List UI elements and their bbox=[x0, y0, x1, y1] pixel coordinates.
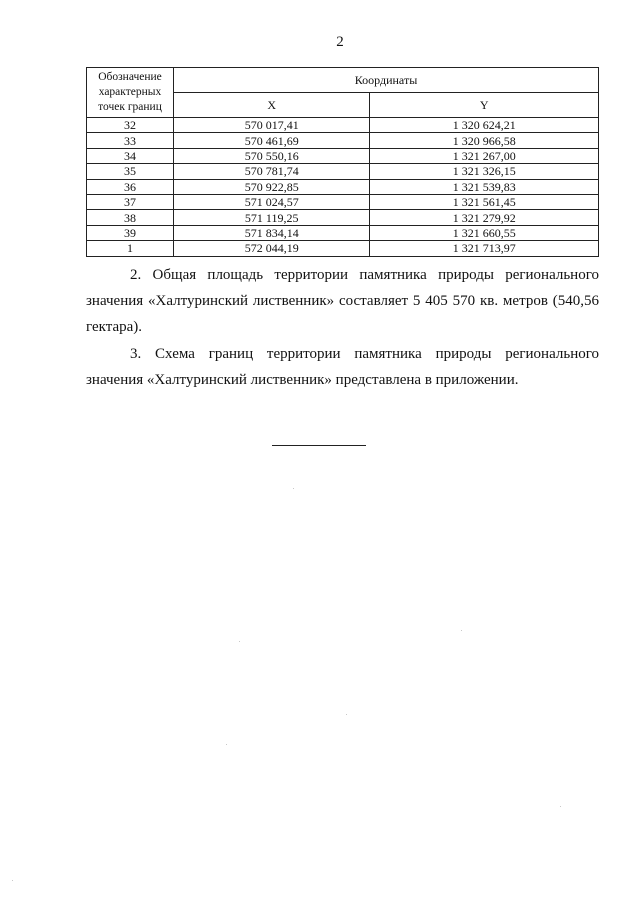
closing-rule bbox=[272, 445, 366, 446]
scan-speck bbox=[239, 641, 240, 642]
paragraph-area-text: 2. Общая площадь территории памятника природы регионального значения «Халтуринский лиственник» составляет 5 405 570 кв. метров (540,56 гектара). bbox=[86, 267, 599, 335]
x-cell: 571 119,25 bbox=[174, 210, 370, 225]
coordinates-header: Координаты bbox=[174, 68, 599, 93]
scan-speck bbox=[560, 806, 561, 807]
table-row bbox=[87, 210, 599, 225]
point-cell: 33 bbox=[87, 133, 174, 148]
paragraph-area bbox=[86, 262, 599, 340]
x-cell: 570 781,74 bbox=[174, 164, 370, 179]
x-cell: 570 461,69 bbox=[174, 133, 370, 148]
scan-speck bbox=[346, 714, 347, 715]
y-cell: 1 321 267,00 bbox=[370, 148, 599, 163]
point-cell: 1 bbox=[87, 241, 174, 256]
scan-speck bbox=[461, 630, 462, 631]
table-row bbox=[87, 179, 599, 194]
point-cell: 34 bbox=[87, 148, 174, 163]
y-cell: 1 320 624,21 bbox=[370, 118, 599, 133]
table-row bbox=[87, 241, 599, 256]
y-cell: 1 320 966,58 bbox=[370, 133, 599, 148]
y-header: Y bbox=[370, 93, 599, 118]
paragraph-scheme bbox=[86, 341, 599, 393]
paragraph-scheme-text: 3. Схема границ территории памятника природы регионального значения «Халтуринский лиственник» представлена в приложении. bbox=[86, 346, 599, 388]
table-row bbox=[87, 225, 599, 240]
y-cell: 1 321 539,83 bbox=[370, 179, 599, 194]
y-cell: 1 321 713,97 bbox=[370, 241, 599, 256]
scan-speck bbox=[226, 744, 227, 745]
point-label-header: Обозначение характерных точек границ bbox=[87, 68, 174, 118]
table-row bbox=[87, 194, 599, 209]
point-cell: 38 bbox=[87, 210, 174, 225]
point-cell: 39 bbox=[87, 225, 174, 240]
scan-speck bbox=[293, 488, 294, 489]
x-cell: 572 044,19 bbox=[174, 241, 370, 256]
coordinates-table bbox=[86, 67, 599, 257]
x-cell: 570 550,16 bbox=[174, 148, 370, 163]
table-row bbox=[87, 164, 599, 179]
x-cell: 571 834,14 bbox=[174, 225, 370, 240]
x-cell: 570 922,85 bbox=[174, 179, 370, 194]
table-row bbox=[87, 148, 599, 163]
point-cell: 35 bbox=[87, 164, 174, 179]
x-cell: 570 017,41 bbox=[174, 118, 370, 133]
table-row bbox=[87, 118, 599, 133]
point-cell: 32 bbox=[87, 118, 174, 133]
y-cell: 1 321 660,55 bbox=[370, 225, 599, 240]
y-cell: 1 321 561,45 bbox=[370, 194, 599, 209]
point-cell: 36 bbox=[87, 179, 174, 194]
page-number: 2 bbox=[336, 34, 344, 50]
y-cell: 1 321 326,15 bbox=[370, 164, 599, 179]
x-cell: 571 024,57 bbox=[174, 194, 370, 209]
point-cell: 37 bbox=[87, 194, 174, 209]
scan-speck bbox=[12, 880, 13, 881]
x-header: X bbox=[174, 93, 370, 118]
y-cell: 1 321 279,92 bbox=[370, 210, 599, 225]
table-row bbox=[87, 133, 599, 148]
